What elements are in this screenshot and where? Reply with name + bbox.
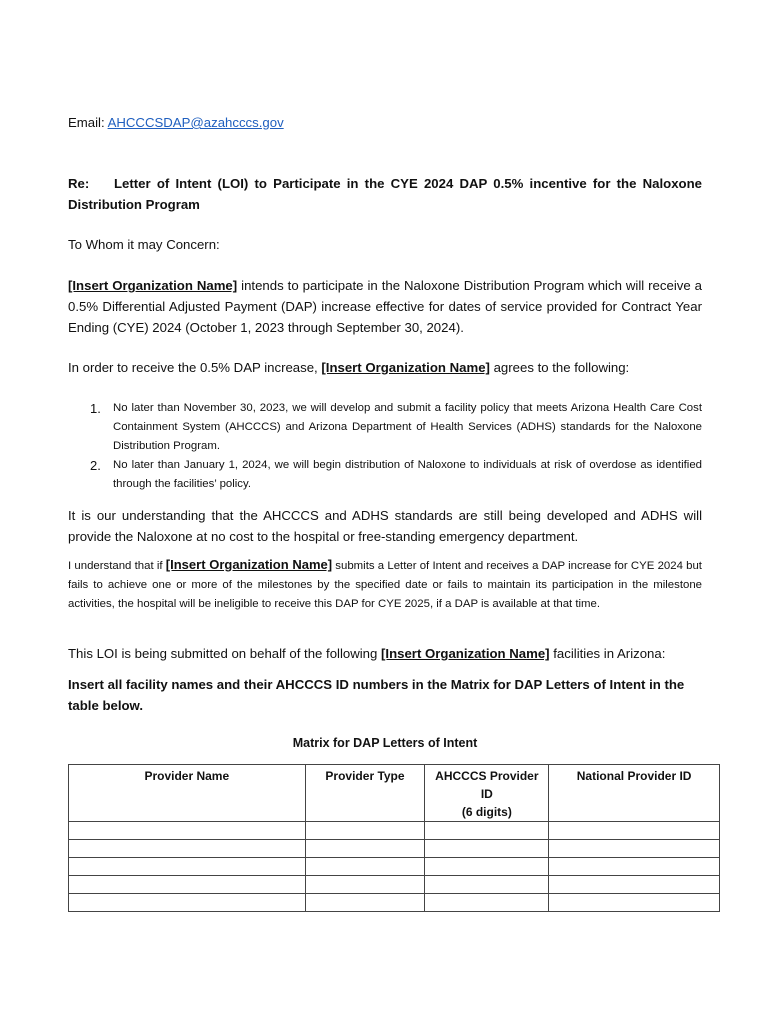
ineligibility-text-after: submits a Letter of Intent and receives a DAP increase for CYE 2024 but fails to achieve one or more of the milestones by the specified date or fails to maintain its participation in the milestone activities, the hospital will be ineligible to receive this DAP for CYE 2025, if a DAP is available at that time. xyxy=(68,560,702,610)
header-npi: National Provider ID xyxy=(549,765,720,822)
org-name-placeholder: [Insert Organization Name] xyxy=(68,278,238,293)
cell-npi[interactable] xyxy=(549,840,720,858)
cell-provider-name[interactable] xyxy=(69,858,306,876)
facilities-text-after: facilities in Arizona: xyxy=(549,646,666,661)
cell-ahcccs-id[interactable] xyxy=(425,876,549,894)
header-provider-name: Provider Name xyxy=(69,765,306,822)
cell-ahcccs-id[interactable] xyxy=(425,894,549,912)
list-text: No later than January 1, 2024, we will begin distribution of Naloxone to individuals at risk of overdose as identified through the facilities’ policy. xyxy=(113,459,702,490)
ineligibility-text-before: I understand that if xyxy=(68,560,166,572)
milestone-list xyxy=(68,399,702,494)
cell-provider-type[interactable] xyxy=(305,894,425,912)
org-name-placeholder: [Insert Organization Name] xyxy=(381,646,550,661)
cell-provider-name[interactable] xyxy=(69,822,306,840)
table-header-row xyxy=(69,765,720,822)
cell-ahcccs-id[interactable] xyxy=(425,858,549,876)
dap-matrix-table xyxy=(68,764,720,912)
header-provider-type: Provider Type xyxy=(305,765,425,822)
cell-ahcccs-id[interactable] xyxy=(425,840,549,858)
org-name-placeholder: [Insert Organization Name] xyxy=(165,557,333,572)
header-ahcccs-id xyxy=(425,765,549,822)
matrix-title: Matrix for DAP Letters of Intent xyxy=(292,736,478,750)
list-number: 1. xyxy=(90,401,101,416)
intent-text: intends to participate in the Naloxone Distribution Program which will receive a 0.5% Differential Adjusted Payment (DAP) increase effective for dates of service provided for Contract Year Ending (CYE) 2024 (October 1, 2023 through September 30, 2024). xyxy=(68,278,702,335)
table-row xyxy=(69,858,720,876)
org-name-placeholder: [Insert Organization Name] xyxy=(321,360,490,375)
email-label: Email: xyxy=(68,115,105,130)
list-item xyxy=(68,456,702,494)
facilities-text-before: This LOI is being submitted on behalf of the following xyxy=(68,646,382,661)
cell-npi[interactable] xyxy=(549,894,720,912)
cell-provider-name[interactable] xyxy=(69,876,306,894)
cell-npi[interactable] xyxy=(549,822,720,840)
cell-provider-name[interactable] xyxy=(69,840,306,858)
ineligibility-paragraph xyxy=(68,555,702,614)
cell-provider-name[interactable] xyxy=(69,894,306,912)
email-line xyxy=(68,112,702,133)
table-row xyxy=(69,822,720,840)
facilities-paragraph xyxy=(68,643,702,664)
matrix-instruction: Insert all facility names and their AHCCCS ID numbers in the Matrix for DAP Letters of Intent in the table below. xyxy=(68,677,685,713)
salutation: To Whom it may Concern: xyxy=(68,237,220,252)
agreement-text-before: In order to receive the 0.5% DAP increase, xyxy=(68,360,322,375)
list-item xyxy=(68,399,702,456)
subject-label: Re: xyxy=(68,176,90,191)
header-ahcccs-id-line1: AHCCCS Provider xyxy=(435,769,539,783)
email-link[interactable]: AHCCCSDAP@azahcccs.gov xyxy=(107,115,284,130)
table-row xyxy=(69,876,720,894)
header-ahcccs-id-line2: ID xyxy=(480,787,493,801)
cell-npi[interactable] xyxy=(549,858,720,876)
cell-ahcccs-id[interactable] xyxy=(425,822,549,840)
agreement-text-after: agrees to the following: xyxy=(489,360,630,375)
table-row xyxy=(69,840,720,858)
list-text: No later than November 30, 2023, we will develop and submit a facility policy that meets Arizona Health Care Cost Containment System (AHCCCS) and Arizona Department of Health Services (ADHS) standards for the Naloxone Distribution Program. xyxy=(113,402,702,452)
cell-provider-type[interactable] xyxy=(305,858,425,876)
cell-provider-type[interactable] xyxy=(305,876,425,894)
table-row xyxy=(69,894,720,912)
cell-provider-type[interactable] xyxy=(305,822,425,840)
cell-npi[interactable] xyxy=(549,876,720,894)
subject-line xyxy=(68,173,702,215)
cell-provider-type[interactable] xyxy=(305,840,425,858)
subject-text: Letter of Intent (LOI) to Participate in the CYE 2024 DAP 0.5% incentive for the Naloxone Distribution Program xyxy=(68,176,702,212)
understanding-paragraph: It is our understanding that the AHCCCS and ADHS standards are still being developed and ADHS will provide the Naloxone at no cost to the hospital or free-standing emergency department. xyxy=(68,508,702,544)
intent-paragraph xyxy=(68,275,702,338)
header-ahcccs-id-line3: (6 digits) xyxy=(461,805,512,819)
list-number: 2. xyxy=(90,458,101,473)
agreement-paragraph xyxy=(68,357,702,378)
